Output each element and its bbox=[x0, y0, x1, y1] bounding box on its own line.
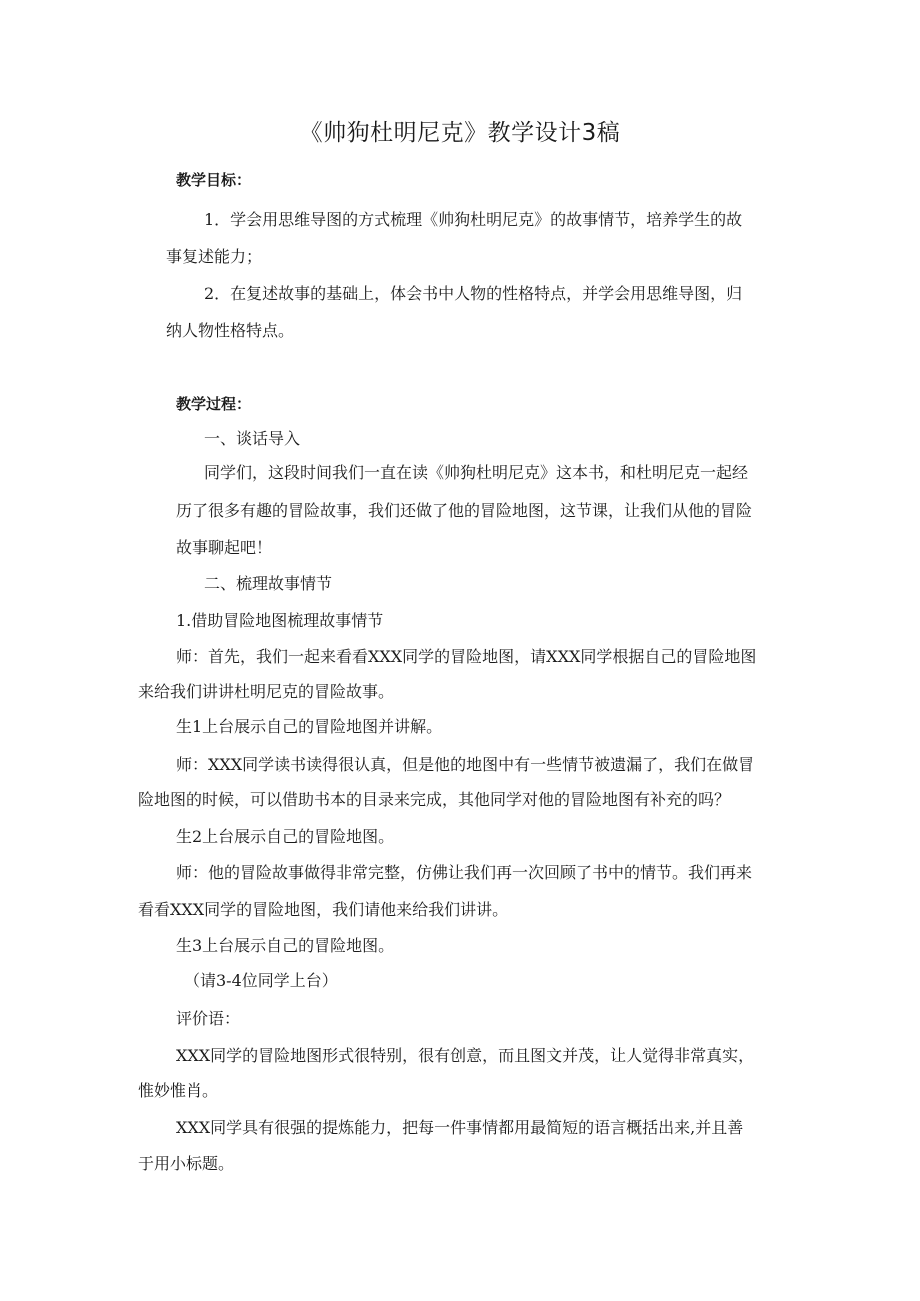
student-1-line: 生1上台展示自己的冒险地图并讲解。 bbox=[176, 717, 443, 736]
subsection-1-heading: 1.借助冒险地图梳理故事情节 bbox=[176, 611, 384, 630]
teacher-1-line-2: 来给我们讲讲杜明尼克的冒险故事。 bbox=[138, 682, 395, 701]
section-2-heading: 二、梳理故事情节 bbox=[204, 574, 333, 593]
evaluation-1-line-2: 惟妙惟肖。 bbox=[138, 1081, 219, 1100]
teacher-2-line-1: 师：XXX同学读书读得很认真，但是他的地图中有一些情节被遗漏了，我们在做冒 bbox=[176, 755, 755, 774]
student-3-line: 生3上台展示自己的冒险地图。 bbox=[176, 936, 395, 955]
goals-heading: 教学目标： bbox=[176, 171, 252, 189]
student-2-line: 生2上台展示自己的冒险地图。 bbox=[176, 827, 395, 846]
intro-line-3: 故事聊起吧！ bbox=[176, 538, 273, 557]
goal-2-line-2: 纳人物性格特点。 bbox=[166, 321, 295, 340]
evaluation-2-line-2: 于用小标题。 bbox=[138, 1154, 235, 1173]
teacher-1-line-1: 师：首先，我们一起来看看XXX同学的冒险地图，请XXX同学根据自己的冒险地图 bbox=[176, 647, 757, 666]
goal-1-line-1: 1．学会用思维导图的方式梳理《帅狗杜明尼克》的故事情节，培养学生的故 bbox=[204, 210, 743, 229]
goal-1-line-2: 事复述能力； bbox=[166, 247, 263, 266]
process-heading: 教学过程： bbox=[176, 395, 252, 413]
intro-line-1: 同学们，这段时间我们一直在读《帅狗杜明尼克》这本书，和杜明尼克一起经 bbox=[204, 463, 749, 482]
goal-2-line-1: 2．在复述故事的基础上，体会书中人物的性格特点，并学会用思维导图，归 bbox=[204, 284, 743, 303]
section-1-heading: 一、谈话导入 bbox=[204, 429, 301, 448]
note-line: （请3-4位同学上台） bbox=[184, 971, 338, 990]
intro-line-2: 历了很多有趣的冒险故事，我们还做了他的冒险地图，这节课，让我们从他的冒险 bbox=[176, 501, 753, 520]
evaluation-2-line-1: XXX同学具有很强的提炼能力，把每一件事情都用最简短的语言概括出来,并且善 bbox=[176, 1118, 744, 1137]
teacher-2-line-2: 险地图的时候，可以借助书本的目录来完成，其他同学对他的冒险地图有补充的吗？ bbox=[138, 790, 731, 809]
document-title: 《帅狗杜明尼克》教学设计3稿 bbox=[299, 120, 621, 146]
evaluation-1-line-1: XXX同学的冒险地图形式很特别，很有创意，而且图文并茂，让人觉得非常真实， bbox=[176, 1046, 755, 1065]
teacher-3-line-2: 看看XXX同学的冒险地图，我们请他来给我们讲讲。 bbox=[138, 900, 509, 919]
teacher-3-line-1: 师：他的冒险故事做得非常完整，仿佛让我们再一次回顾了书中的情节。我们再来 bbox=[176, 863, 753, 882]
evaluation-heading: 评价语： bbox=[176, 1009, 241, 1028]
